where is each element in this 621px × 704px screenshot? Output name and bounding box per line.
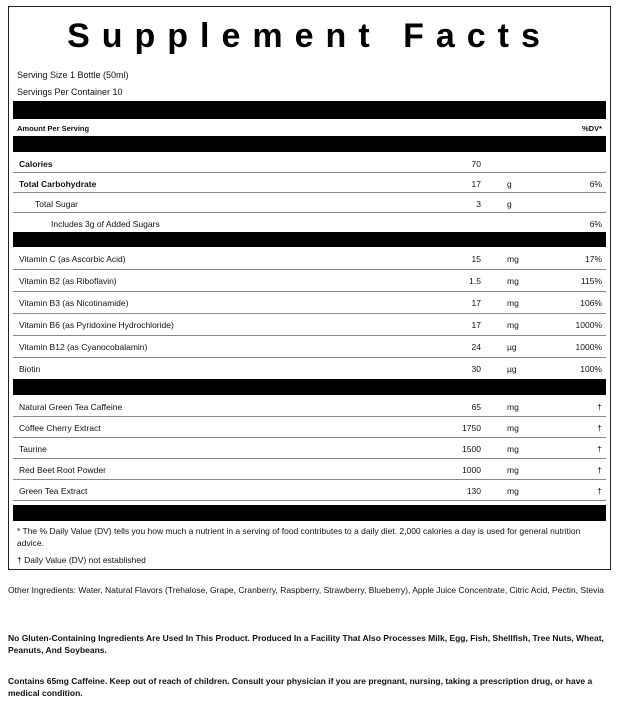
nutrient-unit: mg	[507, 486, 519, 496]
nutrient-name: Vitamin C (as Ascorbic Acid)	[19, 254, 126, 264]
nutrient-amount: 1000	[462, 465, 481, 475]
nutrient-name: Vitamin B2 (as Riboflavin)	[19, 276, 117, 286]
nutrient-row	[13, 247, 606, 270]
nutrient-name: Total Carbohydrate	[19, 179, 97, 189]
nutrient-name: Vitamin B3 (as Nicotinamide)	[19, 298, 129, 308]
panel-title: Supplement Facts	[67, 17, 552, 55]
nutrient-row	[13, 269, 606, 292]
nutrient-unit: mg	[507, 276, 519, 286]
nutrient-dv: 115%	[580, 276, 602, 286]
supplement-facts-panel	[8, 6, 611, 570]
divider-thick	[13, 379, 606, 395]
nutrient-amount: 17	[471, 179, 481, 189]
amount-per-serving-label: Amount Per Serving	[17, 124, 90, 133]
nutrient-row	[13, 291, 606, 314]
nutrient-amount: 1750	[462, 423, 481, 433]
nutrient-name: Green Tea Extract	[19, 486, 88, 496]
allergen-statement: No Gluten-Containing Ingredients Are Used In This Product. Produced In a Facility That Also Processes Milk, Egg, Fish, Shellfish, Tree Nuts, Wheat, Peanuts, And Soybeans.	[8, 633, 604, 655]
nutrient-name: Includes 3g of Added Sugars	[51, 219, 160, 229]
nutrient-amount: 1500	[462, 444, 481, 454]
divider-thick	[13, 232, 606, 247]
nutrient-name: Taurine	[19, 444, 47, 454]
nutrient-row	[13, 437, 606, 459]
nutrient-amount: 3	[476, 199, 481, 209]
divider-thick	[13, 136, 606, 152]
nutrient-dv: †	[597, 486, 602, 496]
nutrient-dv: 100%	[580, 364, 602, 374]
nutrient-dv: †	[597, 465, 602, 475]
nutrient-name: Biotin	[19, 364, 41, 374]
nutrient-row	[13, 416, 606, 438]
nutrient-name: Total Sugar	[35, 199, 78, 209]
nutrient-name: Calories	[19, 159, 53, 169]
nutrient-dv: 106%	[580, 298, 602, 308]
nutrient-amount: 70	[471, 159, 481, 169]
nutrient-dv: 1000%	[575, 342, 602, 352]
footnote-dagger: † Daily Value (DV) not established	[17, 555, 146, 565]
dv-label: %DV*	[581, 124, 602, 133]
nutrient-name: Vitamin B6 (as Pyridoxine Hydrochloride)	[19, 320, 174, 330]
nutrient-name: Red Beet Root Powder	[19, 465, 106, 475]
nutrient-name: Coffee Cherry Extract	[19, 423, 101, 433]
nutrient-amount: 17	[471, 298, 481, 308]
nutrient-unit: mg	[507, 320, 519, 330]
nutrient-dv: †	[597, 402, 602, 412]
nutrient-unit: mg	[507, 444, 519, 454]
nutrient-unit: mg	[507, 254, 519, 264]
nutrient-row	[13, 313, 606, 336]
nutrient-name: Natural Green Tea Caffeine	[19, 402, 123, 412]
nutrient-unit: mg	[507, 298, 519, 308]
nutrient-amount: 24	[471, 342, 481, 352]
column-header	[17, 124, 602, 133]
serving-size: Serving Size 1 Bottle (50ml)	[17, 70, 129, 80]
nutrient-amount: 17	[471, 320, 481, 330]
nutrient-unit: mg	[507, 423, 519, 433]
nutrient-unit: µg	[507, 364, 517, 374]
nutrient-row	[13, 192, 606, 213]
nutrient-row	[13, 212, 606, 233]
nutrient-amount: 130	[466, 486, 481, 496]
nutrient-row	[13, 479, 606, 501]
nutrient-dv: 6%	[589, 219, 602, 229]
nutrient-row	[13, 172, 606, 193]
nutrient-unit: g	[507, 199, 512, 209]
caffeine-warning: Contains 65mg Caffeine. Keep out of reach of children. Consult your physician if you are pregnant, nursing, taking a prescription drug, or have a medical condition.	[8, 676, 593, 698]
nutrient-name: Vitamin B12 (as Cyanocobalamin)	[19, 342, 148, 352]
divider-thick	[13, 101, 606, 119]
nutrient-unit: µg	[507, 342, 517, 352]
nutrient-dv: 17%	[584, 254, 602, 264]
nutrient-amount: 30	[471, 364, 481, 374]
nutrient-dv: 1000%	[575, 320, 602, 330]
nutrient-dv: †	[597, 423, 602, 433]
nutrient-dv: †	[597, 444, 602, 454]
nutrient-row	[13, 357, 606, 380]
other-ingredients: Other Ingredients: Water, Natural Flavors (Trehalose, Grape, Cranberry, Raspberry, Strawberry, Blueberry), Apple Juice Concentrate, Citric Acid, Pectin, Stevia	[8, 585, 605, 595]
nutrient-row	[13, 152, 606, 173]
nutrient-unit: g	[507, 179, 512, 189]
nutrient-unit: mg	[507, 402, 519, 412]
nutrient-unit: mg	[507, 465, 519, 475]
nutrient-amount: 15	[471, 254, 481, 264]
servings-per-container: Servings Per Container 10	[17, 87, 123, 97]
divider-thick	[13, 505, 606, 521]
nutrient-dv: 6%	[589, 179, 602, 189]
nutrient-amount: 1.5	[469, 276, 481, 286]
nutrient-amount: 65	[471, 402, 481, 412]
footnote-dv: * The % Daily Value (DV) tells you how much a nutrient in a serving of food contributes to a daily diet. 2,000 calories a day is used for general nutrition advice.	[17, 526, 581, 548]
nutrient-row	[13, 395, 606, 417]
nutrient-row	[13, 458, 606, 480]
nutrient-row	[13, 335, 606, 358]
